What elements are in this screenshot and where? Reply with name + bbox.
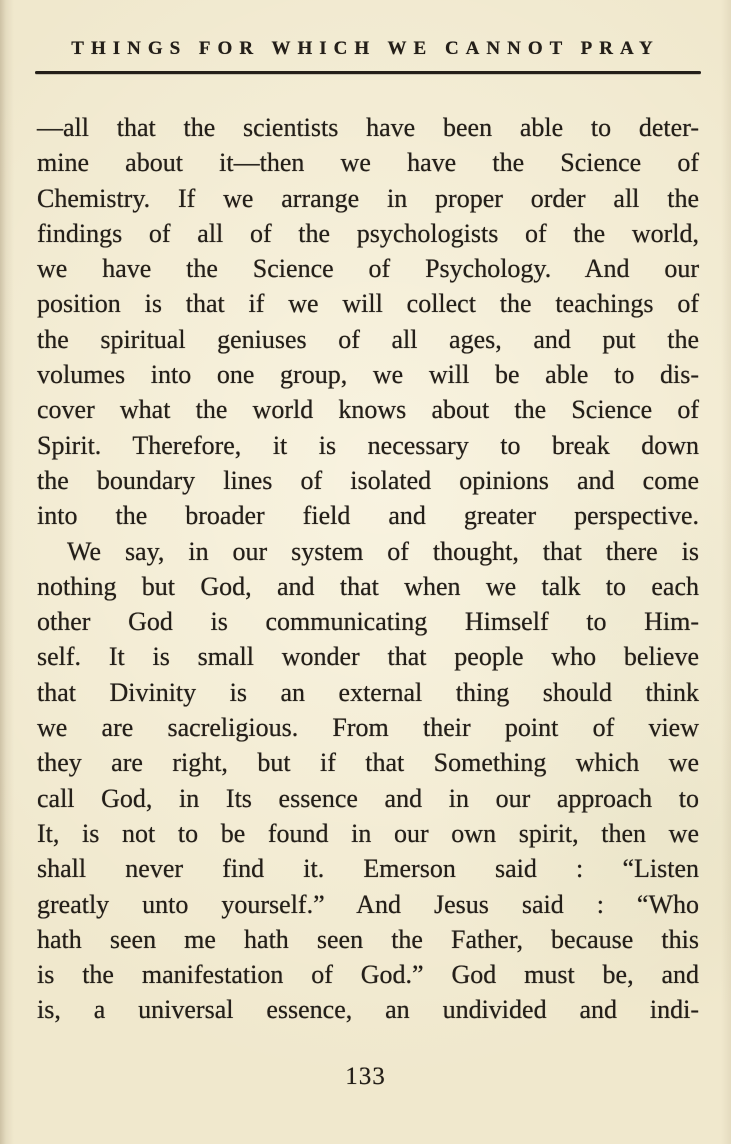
body-text <box>37 110 699 1028</box>
text-line: We say, in our system of thought, that there is <box>67 536 699 566</box>
text-line: findings of all of the psychologists of the world, <box>37 218 699 248</box>
text-line: greatly unto yourself.” And Jesus said : “Who <box>37 889 699 919</box>
text-line: hath seen me hath seen the Father, because this <box>37 924 699 954</box>
text-line: call God, in Its essence and in our approach to <box>37 783 699 813</box>
text-line: volumes into one group, we will be able to dis- <box>37 360 699 390</box>
text-line: Chemistry. If we arrange in proper order all the <box>37 183 699 213</box>
text-line: is the manifestation of God.” God must be, and <box>37 960 699 990</box>
text-line: —all that the scientists have been able to deter- <box>37 113 699 142</box>
text-line: It, is not to be found in our own spirit, then we <box>37 818 699 848</box>
text-line: shall never find it. Emerson said : “Listen <box>37 854 699 884</box>
text-line: Spirit. Therefore, it is necessary to break down <box>37 430 699 460</box>
text-line: the boundary lines of isolated opinions and come <box>37 465 699 495</box>
text-line: that Divinity is an external thing should think <box>37 677 699 707</box>
text-line: self. It is small wonder that people who believe <box>37 642 699 672</box>
text-line: position is that if we will collect the teachings of <box>37 289 699 319</box>
text-line: we are sacreligious. From their point of view <box>37 713 699 743</box>
text-line: into the broader field and greater perspective. <box>37 501 699 531</box>
text-line: other God is communicating Himself to Him- <box>37 607 699 637</box>
text-line: cover what the world knows about the Science of <box>37 395 699 425</box>
running-head-title: THINGS FOR WHICH WE CANNOT PRAY <box>71 38 660 59</box>
text-line: mine about it—then we have the Science of <box>37 148 699 178</box>
text-line: is, a universal essence, an undivided and indi- <box>37 995 699 1025</box>
text-line: we have the Science of Psychology. And our <box>37 254 699 284</box>
text-line: the spiritual geniuses of all ages, and put the <box>37 324 699 354</box>
page-number: 133 <box>345 1063 386 1090</box>
text-line: nothing but God, and that when we talk to each <box>37 571 699 601</box>
text-line: they are right, but if that Something which we <box>37 748 699 778</box>
header-rule <box>35 71 701 74</box>
